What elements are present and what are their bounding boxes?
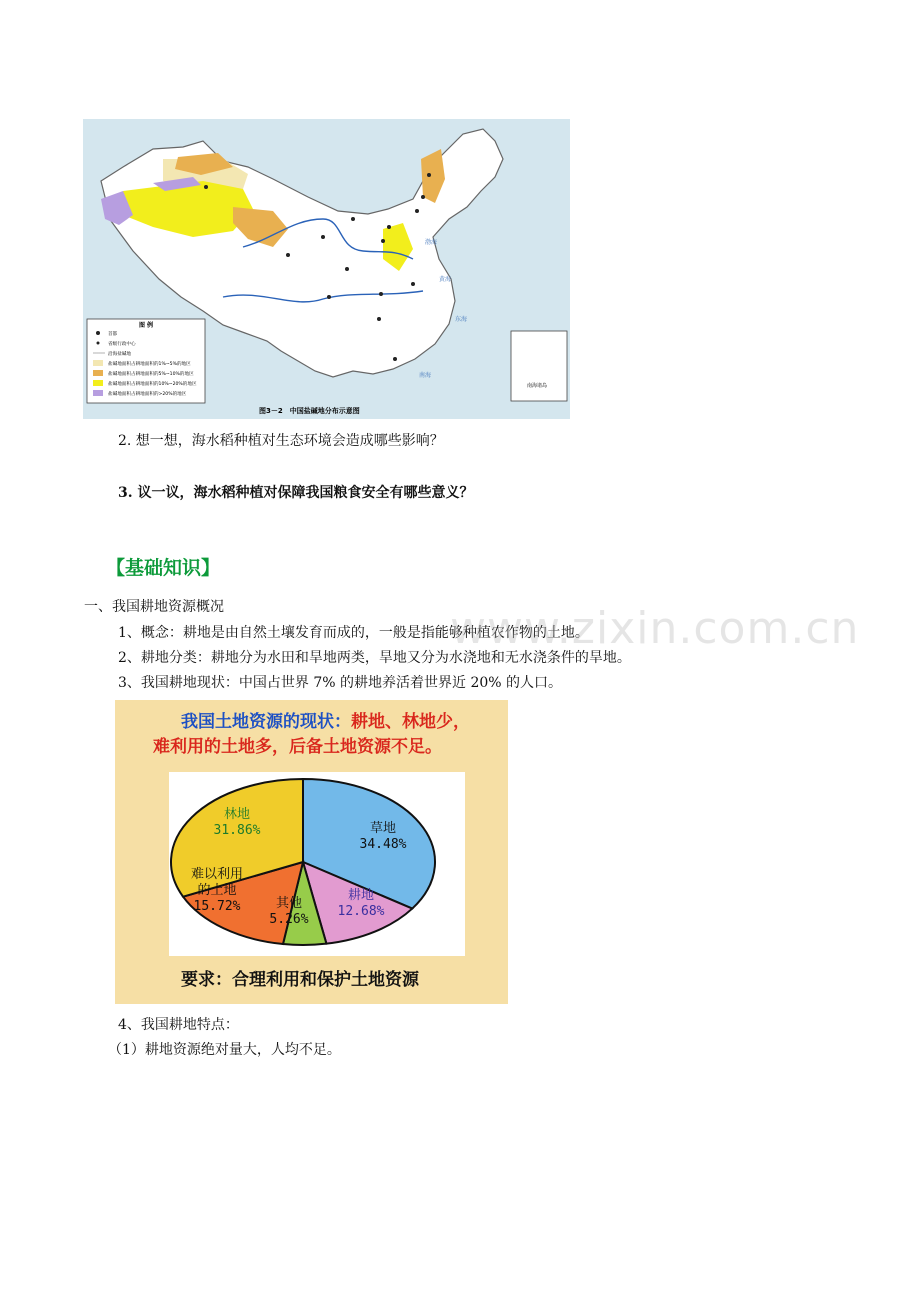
sea-label: 东海 — [455, 316, 468, 323]
content-p3: 3、我国耕地现状：中国占世界 7% 的耕地养活着世界近 20% 的人口。 — [118, 675, 563, 691]
city-dot — [427, 173, 431, 177]
sea-label: 南海 — [419, 372, 432, 379]
salinity-map-figure — [83, 119, 570, 419]
city-dot — [415, 209, 419, 213]
city-dot — [321, 235, 325, 239]
inset-label: 南海诸岛 — [526, 383, 548, 389]
city-dot — [379, 292, 383, 296]
legend-label: 盐碱地面积占耕地面积的>20%的地区 — [108, 392, 187, 397]
city-dot — [387, 225, 391, 229]
legend-label: 沿海盐碱地 — [108, 352, 131, 357]
city-dot — [411, 282, 415, 286]
pie-slice-value: 15.72% — [193, 899, 241, 914]
pie-slice-name: 草地 — [369, 821, 397, 836]
city-dot — [345, 267, 349, 271]
sea-label: 渤海 — [425, 239, 438, 246]
pie-slice-name: 其他 — [275, 896, 303, 911]
city-symbol — [97, 342, 100, 345]
legend-swatch — [93, 390, 103, 396]
city-dot — [286, 253, 290, 257]
pie-slice-name: 的土地 — [197, 883, 237, 898]
legend-label: 首都 — [108, 332, 118, 337]
legend-label: 盐碱地面积占耕地面积的5%~10%的地区 — [108, 372, 194, 377]
watermark: www.zixin.com.cn — [450, 603, 860, 654]
content-p1: 1、概念：耕地是由自然土壤发育而成的，一般是指能够种植农作物的土地。 — [118, 625, 589, 641]
city-dot — [421, 195, 425, 199]
content-heading: 一、我国耕地资源概况 — [84, 599, 224, 615]
pie-slice-value: 31.86% — [213, 823, 261, 838]
map-caption: 图3－2 中国盐碱地分布示意图 — [259, 407, 360, 415]
city-dot — [327, 295, 331, 299]
pie-slice-name: 林地 — [223, 807, 251, 822]
content-p5: （1）耕地资源绝对量大，人均不足。 — [108, 1042, 341, 1058]
content-p2: 2、耕地分类：耕地分为水田和旱地两类，旱地又分为水浇地和无水浇条件的旱地。 — [118, 650, 631, 666]
land-resource-pie-figure — [115, 700, 508, 1004]
city-dot — [351, 217, 355, 221]
pie-svg — [115, 700, 508, 1004]
pie-slice-value: 34.48% — [359, 837, 407, 852]
question-2: 2. 想一想，海水稻种植对生态环境会造成哪些影响？ — [118, 433, 444, 449]
city-dot — [204, 185, 208, 189]
map-legend-box — [87, 319, 205, 403]
legend-swatch — [93, 380, 103, 386]
pie-slice-name: 耕地 — [347, 888, 375, 903]
question-3: 3. 议一议，海水稻种植对保障我国粮食安全有哪些意义？ — [118, 485, 474, 501]
pie-title-blue: 我国土地资源的现状： — [181, 712, 351, 732]
city-dot — [377, 317, 381, 321]
section-title: 【基础知识】 — [106, 557, 221, 579]
pie-footer: 要求：合理利用和保护土地资源 — [181, 970, 419, 990]
south-china-sea-inset — [511, 331, 567, 401]
city-dot — [393, 357, 397, 361]
china-map — [83, 119, 570, 419]
legend-swatch — [93, 360, 103, 366]
capital-symbol — [96, 331, 100, 335]
city-dot — [381, 239, 385, 243]
legend-label: 盐碱地面积占耕地面积的1%~5%的地区 — [108, 362, 191, 367]
pie-title-red-1: 耕地、林地少， — [351, 712, 470, 732]
map-legend-title: 图 例 — [138, 322, 154, 329]
pie-slice-value: 5.26% — [269, 912, 309, 927]
svg-text:我国土地资源的现状：耕地、林地少， — [181, 711, 470, 732]
legend-dots-symbol: ⋯⋯ — [93, 350, 105, 357]
legend-label: 省级行政中心 — [108, 342, 136, 347]
pie-title-red-2: 难利用的土地多，后备土地资源不足。 — [153, 737, 442, 757]
content-p4: 4、我国耕地特点： — [118, 1017, 239, 1033]
pie-slice-value: 12.68% — [337, 904, 385, 919]
legend-label: 盐碱地面积占耕地面积的10%~20%的地区 — [108, 382, 197, 387]
sea-label: 黄海 — [439, 276, 452, 283]
pie-slice-name: 难以利用 — [190, 867, 244, 882]
legend-swatch — [93, 370, 103, 376]
